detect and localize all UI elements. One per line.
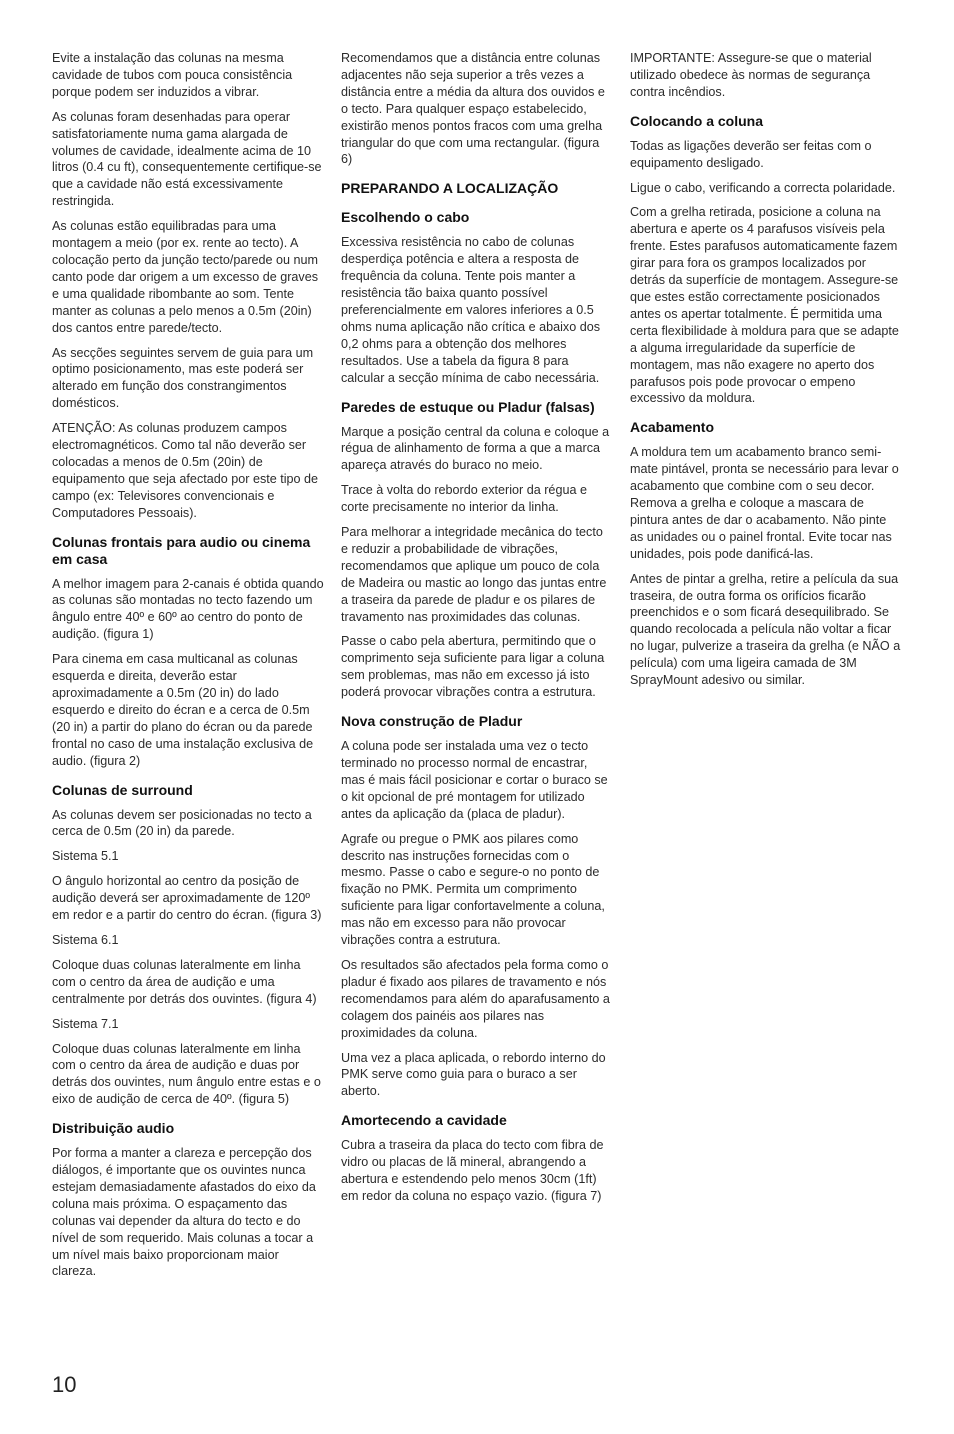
column-2 xyxy=(341,50,613,1213)
paragraph: A melhor imagem para 2-canais é obtida quando as colunas são montadas no tecto fazendo um ângulo entre 40º e 60º ao centro do ponto de audição. (figura 1) xyxy=(52,576,324,642)
heading-colunas-surround: Colunas de surround xyxy=(52,781,193,798)
heading-distribuicao-audio: Distribuição audio xyxy=(52,1120,175,1137)
paragraph: Marque a posição central da coluna e coloque a régua de alinhamento de forma a que a marca apareça através do buraco no meio. xyxy=(341,424,610,473)
paragraph: As colunas estão equilibradas para uma montagem a meio (por ex. rente ao tecto). A colocação perto da junção tecto/parede ou num canto pode dar origem a um excesso de graves e uma qualidade ribombante ao som. Tente manter as colunas a pelo menos a 0.5m (20in) dos cantos entre parede/tecto. xyxy=(52,219,319,335)
paragraph: ATENÇÃO: As colunas produzem campos electromagnéticos. Como tal não deverão ser colocadas a menos de 0.5m (20in) de equipamento que seja afectado por este tipo de campo (ex: Televisores convencionais e Computadores Pessoais). xyxy=(52,421,319,520)
paragraph: Cubra a traseira da placa do tecto com fibra de vidro ou placas de lã mineral, abrangendo a abertura e estendendo pelo menos 30cm (1ft) em redor da coluna no espaço vazio. (figura 7) xyxy=(341,1138,604,1203)
paragraph: Evite a instalação das colunas na mesma cavidade de tubos com pouca consistência porque podem ser induzidos a vibrar. xyxy=(52,51,293,99)
paragraph: Sistema 6.1 xyxy=(52,932,119,947)
paragraph: Trace à volta do rebordo exterior da régua e corte precisamente no interior da linha. xyxy=(341,483,587,515)
paragraph: Com a grelha retirada, posicione a coluna na abertura e aperte os 4 parafusos visíveis pela frente. Estes parafusos automaticamente fazem girar para fora os grampos localizados por detrás da superfície de montagem. Assegure-se que estes estão correctamente posicionados antes os apertar totalmente. É permitida uma certa flexibilidade à moldura para que se adapte a alguma irregularidade da superfície de montagem, mas não exagere no aperto dos parafusos pois pode provocar o empeno excessivo da moldura. xyxy=(630,205,899,406)
paragraph: Uma vez a placa aplicada, o rebordo interno do PMK serve como guia para o buraco a ser aberto. xyxy=(341,1050,606,1099)
heading-paredes-estuque: Paredes de estuque ou Pladur (falsas) xyxy=(341,398,595,415)
heading-amortecendo-cavidade: Amortecendo a cavidade xyxy=(341,1112,507,1129)
paragraph: O ângulo horizontal ao centro da posição de audição deverá ser aproximadamente de 120º em redor e a partir do centro do écran. (figura 3) xyxy=(52,874,322,923)
heading-escolhendo-cabo: Escolhendo o cabo xyxy=(341,209,470,226)
paragraph: Sistema 5.1 xyxy=(52,849,119,864)
paragraph: Ligue o cabo, verificando a correcta polaridade. xyxy=(630,180,896,195)
paragraph: A moldura tem um acabamento branco semi-mate pintável, pronta se necessário para levar o acabamento que combine com o seu decor. Remova a grelha e coloque a mascara de pintura antes de dar o acabamento. Não pinte as unidades ou o painel frontal. Evite tocar nas unidades, pois pode danificá-las. xyxy=(630,445,899,561)
paragraph: Os resultados são afectados pela forma como o pladur é fixado aos pilares de travamento e nós recomendamos para além do aparafusamento a colagem dos painéis aos pilares nas proximidades da coluna. xyxy=(341,957,610,1040)
heading-acabamento: Acabamento xyxy=(630,419,715,436)
paragraph: Recomendamos que a distância entre colunas adjacentes não seja superior a três vezes a distância entre a média da altura dos ouvidos e o tecto. Para qualquer espaço estabelecido, existirão menos pontos fracos com uma grelha triangular do que com uma rectangular. (figura 6) xyxy=(341,51,605,167)
paragraph: As colunas foram desenhadas para operar satisfatoriamente numa gama alargada de volumes de cavidade, idealmente acima de 10 litros (0.4 cu ft), consequentemente certifique-se que a cavidade não está excessivamente restringida. xyxy=(52,109,322,209)
paragraph: Para melhorar a integridade mecânica do tecto e reduzir a probabilidade de vibrações, recomendamos que aplique um pouco de cola de Madeira ou mastic ao longo das juntas entre a traseira da parede de pladur e os pilares de travamento nas proximidades das colunas. xyxy=(341,525,607,624)
column-3 xyxy=(630,50,902,697)
paragraph: Coloque duas colunas lateralmente em linha com o centro da área de audição e duas por detrás dos ouvintes, num ângulo entre estas e o eixo de audição de cerca de 40º. (figura 5) xyxy=(52,1041,321,1107)
heading-colocando-coluna: Colocando a coluna xyxy=(630,112,764,129)
column-1 xyxy=(52,50,324,1288)
paragraph: Agrafe ou pregue o PMK aos pilares como descrito nas instruções fornecidas com o mesmo. Passe o cabo e segure-o no ponto de fixação no PMK. Permita um comprimento suficiente para ligar confortavelmente a coluna, mas não em excesso para não provocar vibrações contra a estrutura. xyxy=(341,831,605,948)
heading-preparando-localizacao: PREPARANDO A LOCALIZAÇÃO xyxy=(341,180,559,197)
paragraph: A coluna pode ser instalada uma vez o tecto terminado no processo normal de encastrar, mas é mais fácil posicionar e cortar o buraco se o kit opcional de pré montagem for utilizado antes da aplicação da (placa de pladur). xyxy=(341,739,608,821)
paragraph: Todas as ligações deverão ser feitas com o equipamento desligado. xyxy=(630,138,872,170)
paragraph: IMPORTANTE: Assegure-se que o material utilizado obedece às normas de segurança contra incêndios. xyxy=(630,51,872,99)
paragraph: Antes de pintar a grelha, retire a película da sua traseira, de outra forma os orifícios ficarão preenchidos e o som ficará desequilibrado. Se quando recolocada a película não voltar a ficar no lugar, pulverize a traseira da grelha (e NÃO a película) com uma ligeira camada de 3M SprayMount adesivo ou similar. xyxy=(630,571,901,688)
paragraph: Por forma a manter a clareza e percepção dos diálogos, é importante que os ouvintes nunca estejam demasiadamente afastados do eixo da coluna mais próxima. O espaçamento das colunas vai depender da altura do tecto e do nível de som requerido. Mais colunas a tocar a um nível mais baixo proporcionam maior clareza. xyxy=(52,1146,316,1279)
paragraph: Passe o cabo pela abertura, permitindo que o comprimento seja suficiente para ligar a coluna sem problemas, mas não em excesso já isto poderá provocar vibrações contra a estrutura. xyxy=(341,634,605,700)
heading-nova-construcao: Nova construção de Pladur xyxy=(341,713,523,730)
paragraph: Excessiva resistência no cabo de colunas desperdiça potência e altera a resposta de frequência da coluna. Tente pois manter a resistência tão baixa quanto possível preferencialmente em valores inferiores a 0.5 ohms numa aplicação não crítica e abaixo dos 0,2 ohms para a obtenção dos melhores resultados. Use a tabela da figura 8 para calcular a secção mínima de cabo necessária. xyxy=(341,235,601,385)
heading-colunas-frontais: Colunas frontais para audio ou cinema em casa xyxy=(52,533,311,567)
paragraph: Para cinema em casa multicanal as colunas esquerda e direita, deverão estar aproximadamente a 0.5m (20 in) do lado esquerdo e direito do écran e a cerca de 0.5m (20 in) a partir do plano do écran ou da parede frontal no caso de uma instalação exclusiva de audio. (figura 2) xyxy=(52,652,314,768)
paragraph: Sistema 7.1 xyxy=(52,1016,119,1031)
paragraph: Coloque duas colunas lateralmente em linha com o centro da área de audição e uma centralmente por detrás dos ouvintes. (figura 4) xyxy=(52,957,317,1006)
paragraph: As secções seguintes servem de guia para um optimo posicionamento, mas este poderá ser alterado em função dos constrangimentos domésticos. xyxy=(52,345,314,411)
paragraph: As colunas devem ser posicionadas no tecto a cerca de 0.5m (20 in) da parede. xyxy=(52,807,312,839)
page-number: 10 xyxy=(52,1372,77,1397)
